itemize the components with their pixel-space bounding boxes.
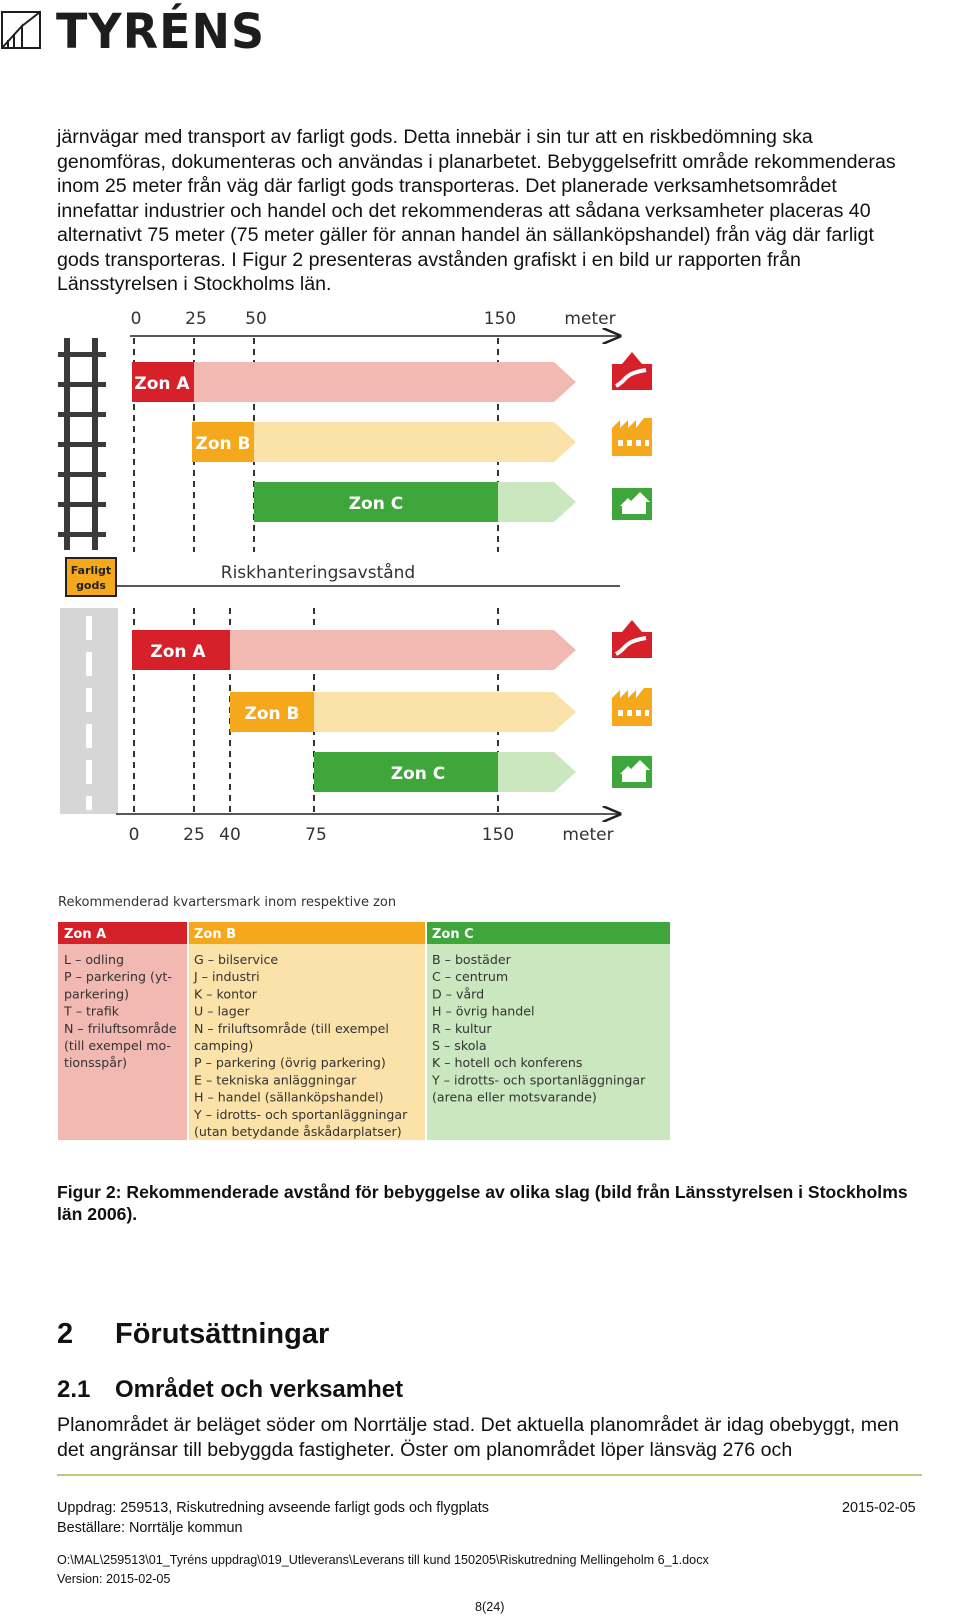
bottom-zone-a-label: Zon A [150,642,206,662]
zone-table [58,922,670,1140]
table-cell: camping) [194,1038,254,1053]
footer-divider [57,1474,922,1476]
top-zone-a-label: Zon A [134,374,190,394]
table-cell: S – skola [432,1038,487,1053]
sign-line-2: gods [76,579,106,592]
footer-version: Version: 2015-02-05 [57,1572,171,1586]
bottom-zone-b-light [314,692,576,732]
tyrens-mark-icon [0,8,44,50]
table-cell: B – bostäder [432,952,511,967]
table-cell: Y – idrotts- och sportanläggningar [194,1106,408,1122]
top-zone-b-label: Zon B [195,434,251,454]
section-heading [57,1318,329,1351]
zone-diagram [54,306,694,1146]
table-cell: R – kultur [432,1020,492,1036]
table-cell: G – bilservice [194,952,279,967]
section-paragraph: Planområdet är beläget söder om Norrtälje stad. Det aktuella planområdet är idag obebyggt, men det angränsar till bebyggda fastigheter. Öster om planområdet löper länsväg 276 och [57,1414,899,1461]
top-zone-b-light [254,422,576,462]
table-cell: N – friluftsområde (till exempel [194,1020,389,1036]
footer-file-path: O:\MAL\259513\01_Tyréns uppdrag\019_Utleverans\Leverans till kund 150205\Riskutredning Mellingeholm 6_1.docx [57,1553,709,1567]
footer-assignment: Uppdrag: 259513, Riskutredning avseende farligt gods och flygplats [57,1500,489,1516]
distance-figure [54,306,694,1151]
table-cell: (till exempel mo- [64,1038,171,1053]
dangerous-goods-sign [66,558,116,596]
table-cell: H – handel (sällanköpshandel) [194,1089,384,1105]
table-cell: (utan betydande åskådarplatser) [194,1124,402,1139]
table-cell: N – friluftsområde [64,1020,177,1036]
bottom-tick-150: 150 [481,825,515,845]
bottom-tick-75: 75 [305,825,327,845]
table-cell: L – odling [64,952,124,967]
road [60,608,118,814]
table-cell: J – industri [194,969,260,985]
top-tick-150: 150 [483,309,517,329]
top-zone-a-light [194,362,576,402]
top-axis-unit: meter [564,309,616,329]
top-zone-c-light [498,482,576,522]
table-header-zone-b-label: Zon B [194,927,237,942]
company-logo [0,2,266,60]
risk-distance-label: Riskhanteringsavstånd [220,563,416,583]
industry-icon [612,418,652,456]
table-cell: C – centrum [432,969,509,985]
page-number: 8(24) [475,1600,505,1614]
table-cell: K – hotell och konferens [432,1055,583,1071]
table-title: Rekommenderad kvartersmark inom respektive zon [58,895,397,910]
table-cell: P – parkering (yt- [64,969,172,985]
table-header-zone-c-label: Zon C [432,927,474,942]
section-title: Förutsättningar [115,1318,330,1350]
table-cell: D – vård [432,986,485,1002]
figure-caption: Figur 2: Rekommenderade avstånd för bebyggelse av olika slag (bild från Länsstyrelsen i Stockholms län 2006). [57,1182,908,1224]
table-cell: K – kontor [194,986,257,1002]
sign-line-1: Farligt [70,564,112,577]
table-cell: Y – idrotts- och sportanläggningar [432,1072,646,1088]
table-cell: tionsspår) [64,1055,128,1071]
table-cell: parkering) [64,986,130,1002]
logo-text: TYRÉNS [56,2,266,60]
table-cell: P – parkering (övrig parkering) [194,1055,386,1071]
bottom-tick-0: 0 [128,825,140,845]
bottom-zone-b-label: Zon B [244,704,300,724]
bottom-zone-c-label: Zon C [390,764,446,784]
bottom-axis-unit: meter [562,825,614,845]
industry-icon [612,688,652,726]
table-cell: H – övrig handel [432,1003,535,1019]
footer-client: Beställare: Norrtälje kommun [57,1520,243,1536]
bottom-zone-a-light [194,630,576,670]
subsection-number: 2.1 [57,1376,91,1403]
forest-road-icon [612,352,652,390]
section-number: 2 [57,1318,74,1350]
subsection-title: Området och verksamhet [115,1376,404,1403]
table-cell: U – lager [194,1003,250,1019]
top-tick-50: 50 [245,309,267,329]
top-zone-c-label: Zon C [348,494,404,514]
table-cell: T – trafik [64,1003,120,1019]
top-tick-25: 25 [185,309,207,329]
housing-icon [612,756,652,788]
intro-paragraph: järnvägar med transport av farligt gods. Detta innebär i sin tur att en riskbedömning ska genomföras, dokumenteras och användas i planarbetet. Bebyggelsefritt område rekommenderas inom 25 meter från väg där farligt gods transporteras. Det planerade verksamhetsområdet innefattar industrier och handel och det rekommenderas att sådana verksamheter placeras 40 alternativt 75 meter (75 meter gäller för annan handel än sällanköpshandel) från väg där farligt gods transporteras. I Figur 2 presenteras avstånden grafiskt i en bild ur rapporten från Länsstyrelsen i Stockholms län. [57,126,896,295]
railway-track [58,338,106,550]
table-header-zone-a-label: Zon A [64,927,107,942]
table-cell: (arena eller motsvarande) [432,1089,597,1105]
bottom-zone-c-light [498,752,576,792]
housing-icon [612,488,652,520]
table-cell: E – tekniska anläggningar [194,1072,357,1088]
subsection-heading [57,1376,403,1404]
forest-road-icon [612,620,652,658]
footer-date: 2015-02-05 [842,1500,916,1516]
bottom-tick-40: 40 [219,825,241,845]
bottom-tick-25: 25 [183,825,205,845]
top-tick-0: 0 [130,309,142,329]
